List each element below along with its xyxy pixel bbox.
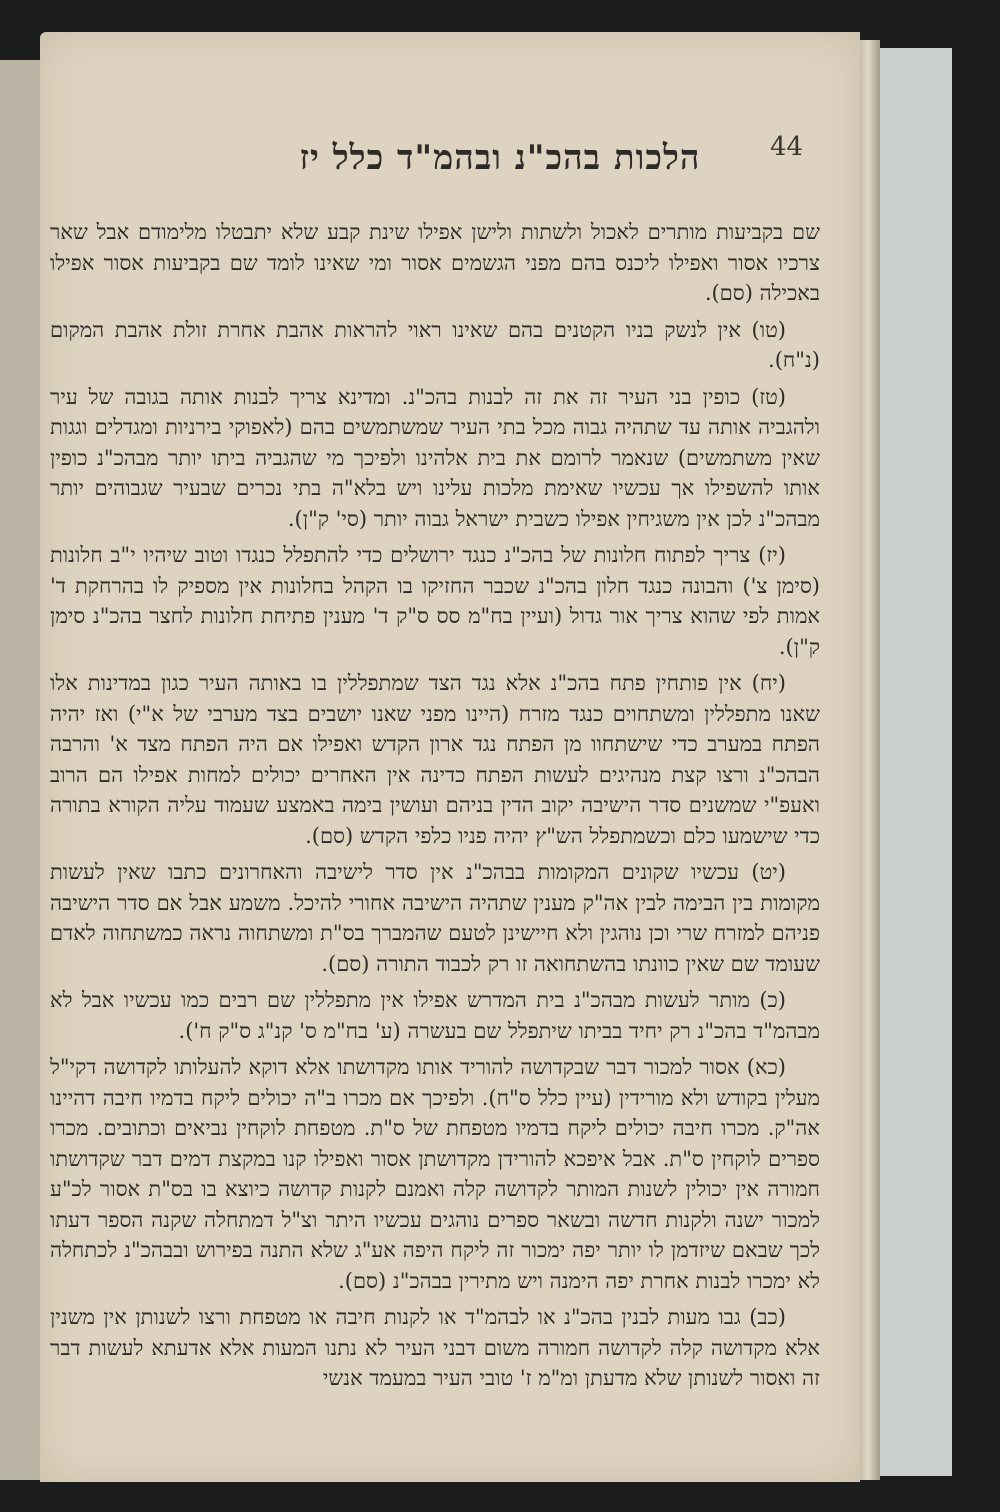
page-number: 44 xyxy=(770,132,804,162)
paragraph-21: (כא) אסור למכור דבר שבקדושה להוריד אותו מקדושתו אלא דוקא להעלותו לקדושה דקי"ל מעלין בקודש ולא מורידין (עיין כלל ס"ח). ולפיכך אם מכרו ב"ה יכולים ליקח בדמיו חיבה דהיינו אה"ק. מכרו חיבה יכולים ליקח בדמיו מטפחת של ס"ת. מטפחת לוקחין נביאים וכתובים. מכרו ספרים לוקחין ס"ת. אבל איפכא להורידן מקדושתן אסור ואפילו קנו במקצת דמים דבר שקדושתו חמורה אין יכולין לשנות המותר לקדושה קלה ואמנם לקנות קדושה כיוצא בו בס"ת אסור לכ"ע למכור ישנה ולקנות חדשה ובשאר ספרים נוהגים עכשיו היתר וצ"ל דמתחלה שקנה הספר דעתו לכך שבאם שיזדמן לו יותר יפה ימכור זה ליקח היפה אע"ג שלא התנה בפירוש ובבהכ"נ לכתחלה לא ימכרו לבנות אחרת יפה הימנה ויש מתירין בבהכ"נ (סם). xyxy=(50,1055,820,1293)
previous-page-edge xyxy=(0,60,42,1480)
paragraph-18: (יח) אין פותחין פתח בהכ"נ אלא נגד הצד שמתפללין בו באותה העיר כגון במדינות אלו שאנו מתפללין ומשתחוים כנגד מזרח (היינו מפני שאנו יושבים בצד מערבי של א"י) ואז יהיה הפתח במערב כדי שישתחוו מן הפתח נגד ארון הקדש ואפילו אם היה הפתח מצד א' והרבה הבהכ"נ ורצו קצת מנהיגים לעשות הפתח כדינה אין האחרים יכולים למחות אפילו הם הרוב ואעפ"י שמשנים סדר הישיבה יקוב הדין בניהם ועושין בימה באמצע שעמוד עליה הקורא בתורה כדי שישמעו כלם וכשמתפלל הש"ץ יהיה פניו כלפי הקדש (סם). xyxy=(50,671,820,848)
paragraph-20: (כ) מותר לעשות מבהכ"נ בית המדרש אפילו אין מתפללין שם רבים כמו עכשיו אבל לא מבהמ"ד בהכ"נ רק יחיד בביתו שיתפלל שם בעשרה (ע' בח"מ ס' קנ"ג ס"ק ח'). xyxy=(50,988,820,1043)
paragraph-19: (יט) עכשיו שקונים המקומות בבהכ"נ אין סדר לישיבה והאחרונים כתבו שאין לעשות מקומות בין הבימה לבין אה"ק מענין שתהיה הישיבה אחורי להיכל. משמע אבל אם סדר הישיבה פניהם למזרח שרי וכן נוהגין ולא חיישינן לטעם שהמברך בס"ת ומשתחוה נראה כמשתחוה לאדם שעומד שם שאין כוונתו בהשתחואה זו רק לכבוד התורה (סם). xyxy=(50,860,820,976)
paragraph-17: (יז) צריך לפתוח חלונות של בהכ"נ כנגד ירושלים כדי להתפלל כנגדו וטוב שיהיו י"ב חלונות (סימן צ') והבונה כנגד חלון בהכ"נ שכבר החזיקו בו הקהל בחלונות אין מספיק לו בהרחקת ד' אמות לפי שהוא צריך אור גדול (ועיין בח"מ סס ס"ק ד' מענין פתיחת חלונות לחצר בהכ"נ סימן ק"ן). xyxy=(50,543,820,659)
book-page xyxy=(40,32,860,1482)
paragraph-continuation: שם בקביעות מותרים לאכול ולשתות ולישן אפילו שינת קבע שלא יתבטלו מלימודם אבל שאר צרכיו אסור ואפילו ליכנס בהם מפני הגשמים אסור ומי שאינו לומד שם בקביעות אסור אפילו באכילה (סם). xyxy=(50,220,820,305)
paragraph-15: (טו) אין לנשק בניו הקטנים בהם שאינו ראוי להראות אהבת אחרת זולת אהבת המקום (נ"ח). xyxy=(50,317,820,372)
paragraph-16: (טז) כופין בני העיר זה את זה לבנות בהכ"נ. ומדינא צריך לבנות אותה בגובה של עיר ולהגביה אותה עד שתהיה גבוה מכל בתי העיר שמשתמשים בהם (לאפוקי בירניות ומגדלים וגגות שאין משתמשים) שנאמר לרומם את בית אלהינו ולפיכך מי שהגביה ביתו יותר מבהכ"נ כופין אותו להשפילו אך עכשיו שאימת מלכות עלינו ויש בלא"ה בתי נכרים שבעיר שגבוהים יותר מבהכ"נ לכן אין משגיחין אפילו כשבית ישראל גבוה יותר (סי' ק"ן). xyxy=(50,384,820,531)
paragraph-22: (כב) גבו מעות לבנין בהכ"נ או לבהמ"ד או לקנות חיבה או מטפחת ורצו לשנותן אין משנין אלא מקדושה קלה לקדושה חמורה משום דבני העיר לא נתנו המעות אלא אדעתא לעשות דבר זה ואסור לשנותן שלא מדעתן ומ"מ ז' טובי העיר במעמד אנשי xyxy=(50,1305,820,1390)
running-head: הלכות בהכ"נ ובהמ"ד כלל יז xyxy=(299,138,701,178)
page-header xyxy=(120,132,820,192)
page-body-text xyxy=(50,217,820,1437)
